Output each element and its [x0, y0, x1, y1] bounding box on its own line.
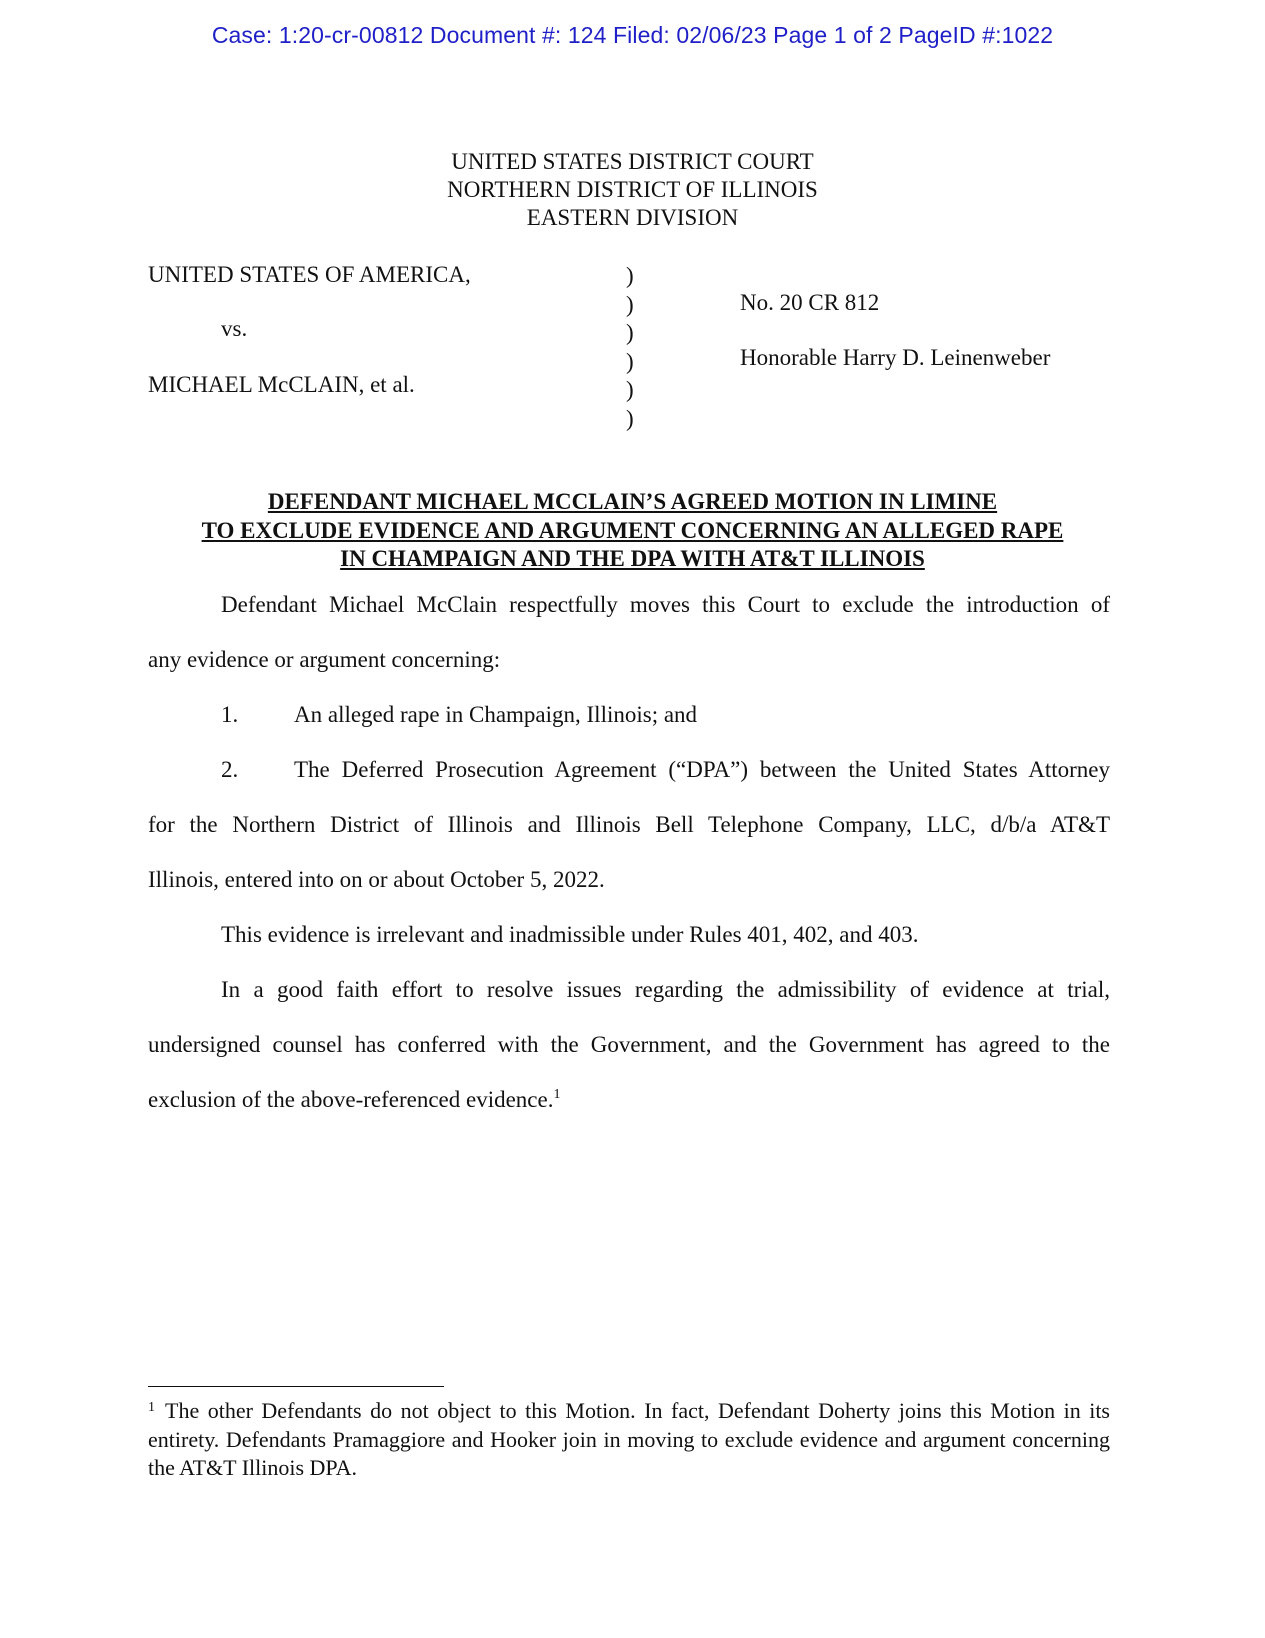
caption-paren: ) — [626, 348, 634, 374]
defendant-name: MICHAEL McCLAIN, et al. — [148, 372, 415, 397]
conferral-paragraph-line: undersigned counsel has conferred with the Government, and the Government has agreed to the — [148, 1032, 1110, 1057]
conferral-paragraph-text: exclusion of the above-referenced evidence. — [148, 1087, 554, 1112]
caption-parentheses — [626, 262, 634, 433]
caption-paren: ) — [626, 377, 634, 402]
footnote — [148, 1394, 1110, 1483]
list-item-text: The Deferred Prosecution Agreement (“DPA”) between the United States Attorney — [294, 757, 1110, 782]
versus-label: vs. — [221, 316, 248, 341]
court-name: UNITED STATES DISTRICT COURT — [451, 149, 814, 174]
rules-paragraph: This evidence is irrelevant and inadmissible under Rules 401, 402, and 403. — [221, 922, 919, 947]
intro-paragraph-line: any evidence or argument concerning: — [148, 647, 501, 672]
list-item-number: 1. — [221, 702, 239, 727]
caption-paren: ) — [626, 291, 634, 317]
court-division: EASTERN DIVISION — [526, 205, 739, 230]
case-number: No. 20 CR 812 — [740, 290, 880, 315]
list-item-number: 2. — [221, 757, 239, 782]
motion-title-line: DEFENDANT MICHAEL MCCLAIN’S AGREED MOTION IN LIMINE — [267, 489, 998, 514]
ecf-header-stamp: Case: 1:20-cr-00812 Document #: 124 Filed: 02/06/23 Page 1 of 2 PageID #:1022 — [211, 22, 1054, 48]
footnote-marker: 1 — [148, 1400, 155, 1415]
caption-paren: ) — [626, 320, 634, 345]
list-item-text: Illinois, entered into on or about October 5, 2022. — [148, 867, 605, 892]
motion-title-line: IN CHAMPAIGN AND THE DPA WITH AT&T ILLINOIS — [340, 546, 925, 571]
conferral-paragraph-line — [148, 1087, 560, 1113]
footnote-reference[interactable]: 1 — [553, 1087, 561, 1102]
caption-paren: ) — [626, 263, 634, 288]
list-item-text: An alleged rape in Champaign, Illinois; and — [294, 702, 698, 727]
list-item-text: for the Northern District of Illinois and Illinois Bell Telephone Company, LLC, d/b/a AT&T — [148, 812, 1110, 837]
caption-paren: ) — [626, 405, 634, 431]
intro-paragraph-line: Defendant Michael McClain respectfully moves this Court to exclude the introduction of — [221, 592, 1110, 617]
judge-name: Honorable Harry D. Leinenweber — [740, 345, 1051, 370]
footnote-divider — [148, 1386, 444, 1387]
court-district: NORTHERN DISTRICT OF ILLINOIS — [447, 177, 818, 202]
footnote-text: The other Defendants do not object to this Motion. In fact, Defendant Doherty joins this Motion in its entirety. Defendants Pramaggiore and Hooker join in moving to exclude evidence and argument concerning the AT&T Illinois DPA. — [148, 1398, 1110, 1480]
motion-title — [0, 488, 1265, 574]
plaintiff-name: UNITED STATES OF AMERICA, — [148, 262, 471, 287]
court-heading — [0, 148, 1265, 232]
conferral-paragraph-line: In a good faith effort to resolve issues regarding the admissibility of evidence at trial, — [221, 977, 1110, 1002]
motion-title-line: TO EXCLUDE EVIDENCE AND ARGUMENT CONCERNING AN ALLEGED RAPE — [201, 517, 1064, 543]
